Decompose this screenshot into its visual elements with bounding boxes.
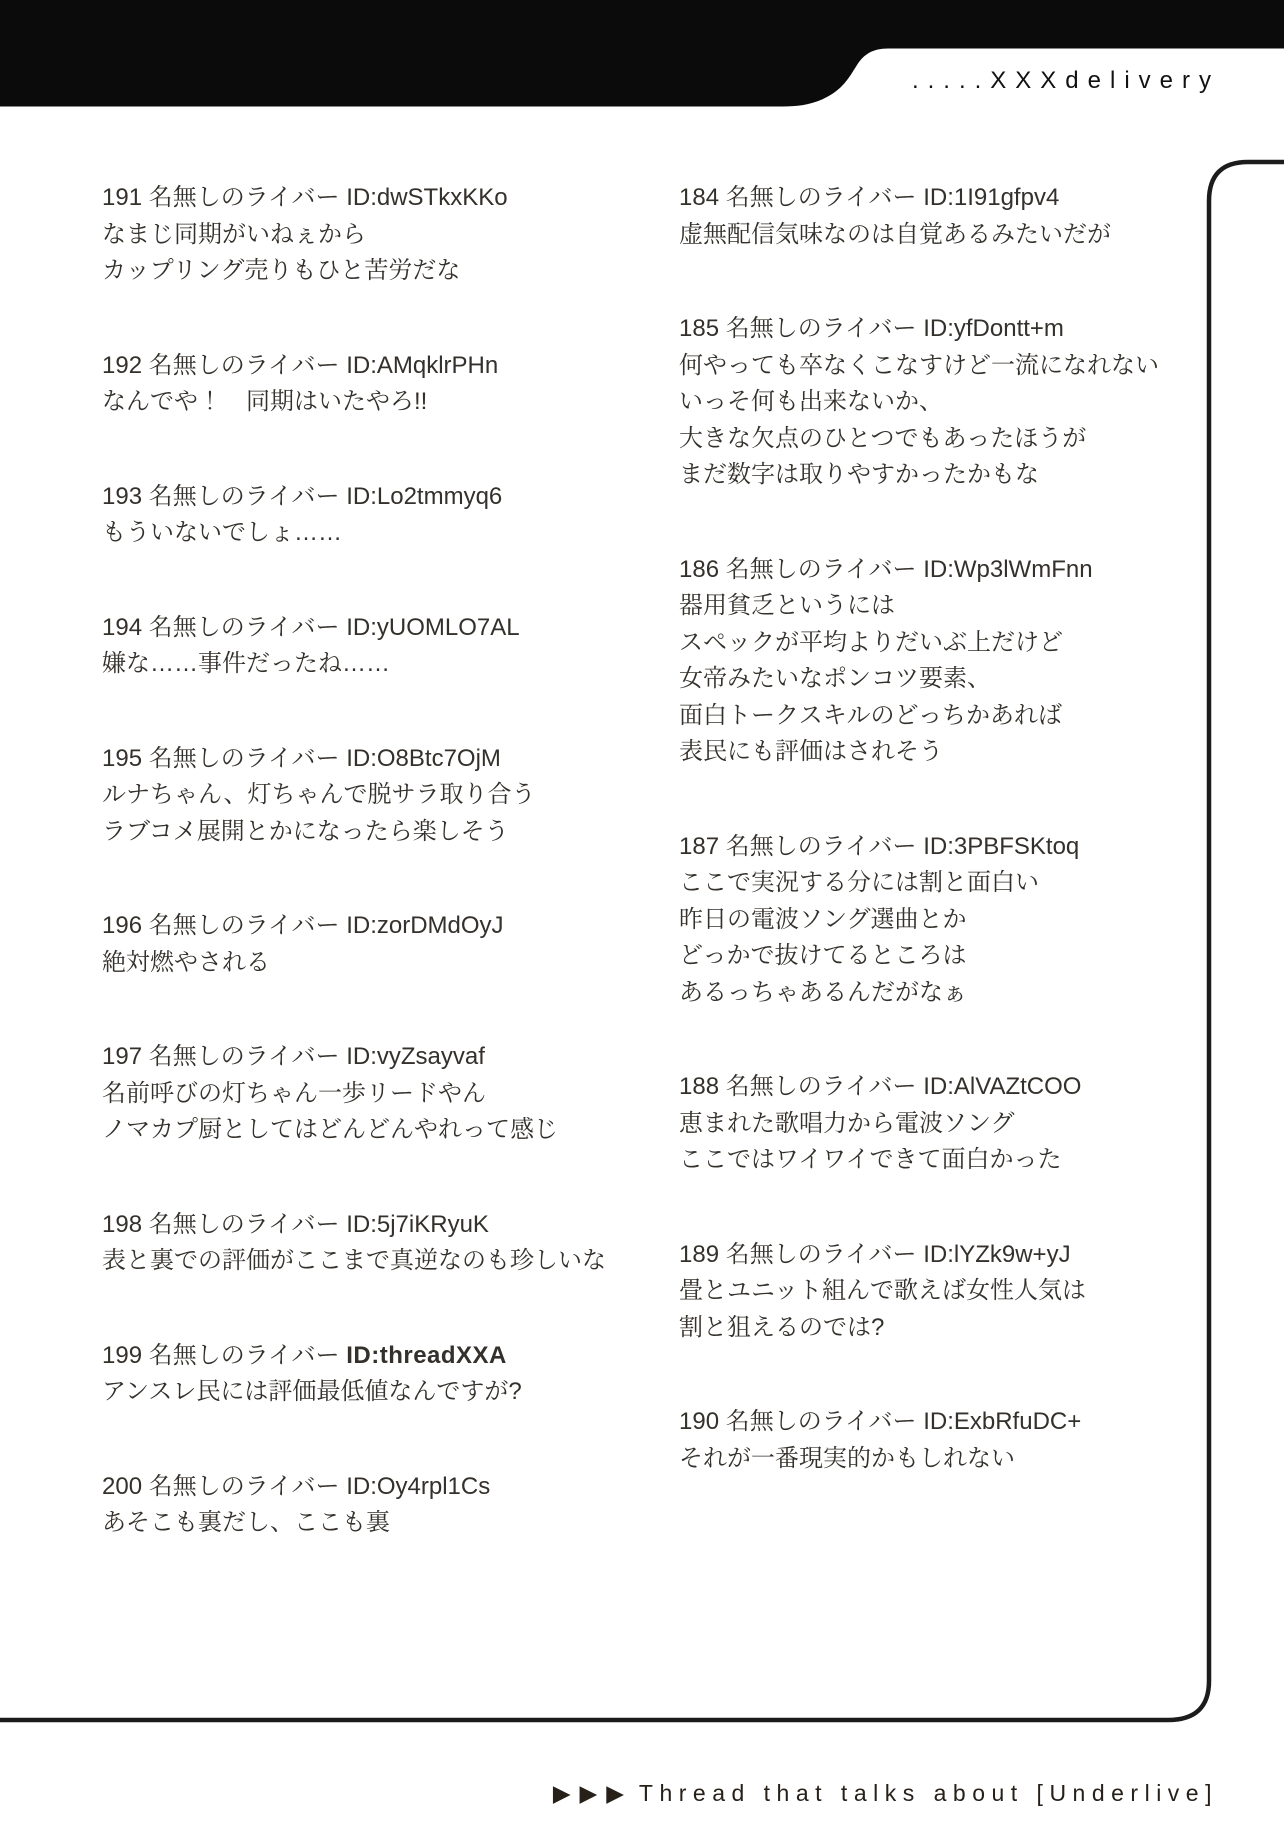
post-header [679,180,1159,217]
post-number: 196 [102,912,143,939]
thread-post [102,180,606,290]
post-line: 嫌な……事件だったね…… [102,650,390,677]
post-number: 199 [102,1341,143,1369]
post-line: 虚無配信気味なのは自覚あるみたいだが [679,220,1111,248]
triple-arrow-icon: ▶▶▶ [552,1779,633,1806]
post-id: ID:3PBFSKtoq [923,832,1080,860]
post-id: ID:Oy4rpl1Cs [346,1472,491,1500]
post-line: 昨日の電波ソング選曲とか [679,905,967,933]
post-id: ID:Wp3lWmFnn [923,555,1093,583]
post-id: ID:lYZk9w+yJ [923,1240,1071,1268]
poster-name: 名無しのライバー [725,1408,917,1435]
post-line: 表と裏での評価がここまで真逆なのも珍しいな [102,1247,606,1274]
post-number: 198 [102,1210,143,1238]
post-number: 191 [102,184,143,211]
poster-name: 名無しのライバー [148,482,340,510]
poster-name: 名無しのライバー [148,1043,340,1070]
post-line: 面白トークスキルのどっちかあれば [679,701,1063,729]
thread-post [102,1338,606,1411]
poster-name: 名無しのライバー [148,744,340,772]
post-number: 197 [102,1043,143,1070]
thread-post [102,1039,606,1149]
post-header [102,1207,606,1244]
post-line: それが一番現実的かもしれない [679,1444,1015,1472]
poster-name: 名無しのライバー [148,351,340,379]
post-line: 恵まれた歌唱力から電波ソング [679,1109,1015,1137]
post-number: 188 [679,1073,720,1100]
post-id: ID:yUOMLO7AL [346,613,520,641]
post-number: 192 [102,351,143,379]
poster-name: 名無しのライバー [148,184,340,211]
thread-post [679,1069,1159,1179]
post-header [102,741,606,778]
thread-post [679,311,1159,494]
post-number: 190 [679,1408,720,1435]
footer-caption [501,1749,1218,1826]
post-line: 畳とユニット組んで歌えば女性人気は [679,1277,1087,1304]
post-id: ID:dwSTkxKKo [346,184,508,211]
post-header [679,1237,1159,1274]
post-header [102,1039,606,1076]
post-header [679,829,1159,866]
poster-name: 名無しのライバー [148,1210,340,1238]
post-line: 女帝みたいなポンコツ要素、 [679,665,991,692]
post-header [102,908,606,945]
post-header [102,348,606,385]
post-line: ラブコメ展開とかになったら楽しそう [102,817,509,845]
thread-post [679,552,1159,771]
poster-name: 名無しのライバー [148,912,340,939]
post-id: ID:AlVAZtCOO [923,1073,1082,1100]
post-id: ID:O8Btc7OjM [346,744,501,772]
poster-name: 名無しのライバー [725,555,917,583]
post-number: 193 [102,482,143,510]
post-id: ID:ExbRfuDC+ [923,1408,1082,1435]
post-line: 器用貧乏というには [679,592,895,619]
thread-post [102,479,606,552]
poster-name: 名無しのライバー [725,832,917,860]
post-line: 大きな欠点のひとつでもあったほうが [679,424,1087,452]
post-line: 絶対燃やされる [102,948,270,976]
post-header [679,311,1159,348]
post-line: なまじ同期がいねぇから [102,220,366,248]
post-line: 名前呼びの灯ちゃん一歩リードやん [102,1079,486,1107]
thread-post [102,741,606,851]
post-id: ID:5j7iKRyuK [346,1210,489,1238]
post-line: ここではワイワイできて面白かった [679,1146,1062,1173]
post-number: 194 [102,613,143,641]
post-number: 189 [679,1240,720,1268]
post-id: ID:vyZsayvaf [346,1043,485,1070]
post-line: まだ数字は取りやすかったかもな [679,461,1039,488]
post-header [679,1404,1159,1441]
poster-name: 名無しのライバー [148,1472,340,1500]
post-header [102,180,606,217]
post-number: 195 [102,744,143,772]
footer-thread-title: Thread that talks about [Underlive] [638,1779,1218,1806]
post-id: ID:zorDMdOyJ [346,912,504,939]
thread-post [679,1237,1159,1347]
post-id: ID:1I91gfpv4 [923,184,1060,211]
poster-name: 名無しのライバー [725,1073,917,1100]
post-line: ルナちゃん、灯ちゃんで脱サラ取り合う [102,781,536,808]
post-line: あるっちゃあるんだがなぁ [679,978,967,1006]
thread-post [679,180,1159,253]
post-header [102,610,606,647]
post-header [679,552,1159,589]
post-line: もういないでしょ…… [102,519,342,546]
poster-name: 名無しのライバー [725,1240,917,1268]
poster-name: 名無しのライバー [148,613,340,641]
post-number: 186 [679,555,720,583]
post-line: 何やっても卒なくこなすけど一流になれない [679,351,1159,379]
thread-column-right [679,180,1159,1477]
post-id: ID:yfDontt+m [923,315,1064,342]
post-number: 184 [679,184,720,211]
post-line: 割と狙えるのでは? [679,1313,885,1341]
post-header [679,1069,1159,1106]
thread-post [102,348,606,421]
post-line: スペックが平均よりだいぶ上だけど [679,628,1063,656]
post-number: 185 [679,315,720,342]
post-header [102,1338,606,1375]
post-header [102,479,606,516]
thread-post [679,829,1159,1012]
post-line: 表民にも評価はされそう [679,738,943,765]
post-id: ID:Lo2tmmyq6 [346,482,503,510]
thread-post [679,1404,1159,1477]
post-id: ID:AMqklrPHn [346,351,499,379]
thread-post [102,1207,606,1280]
brand-logo-text: .....XXXdelivery [911,67,1220,94]
poster-name: 名無しのライバー [725,184,917,211]
post-line: カップリング売りもひと苦労だな [102,257,461,284]
poster-name: 名無しのライバー [725,315,917,342]
post-number: 187 [679,832,720,860]
post-number: 200 [102,1472,143,1500]
poster-name: 名無しのライバー [148,1341,340,1369]
post-line: あそこも裏だし、ここも裏 [102,1509,390,1536]
post-line: いっそ何も出来ないか、 [679,388,943,415]
thread-post [102,908,606,981]
thread-post [102,1469,606,1542]
thread-column-left [102,180,606,1542]
post-line: どっかで抜けてるところは [679,942,967,969]
post-line: ここで実況する分には割と面白い [679,869,1039,896]
post-header [102,1469,606,1506]
post-id: ID:threadXXA [346,1341,507,1369]
post-line: ノマカプ厨としてはどんどんやれって感じ [102,1116,558,1143]
post-line: なんでや！ 同期はいたやろ!! [102,388,428,415]
thread-post [102,610,606,683]
post-line: アンスレ民には評価最低値なんですが? [102,1378,522,1405]
